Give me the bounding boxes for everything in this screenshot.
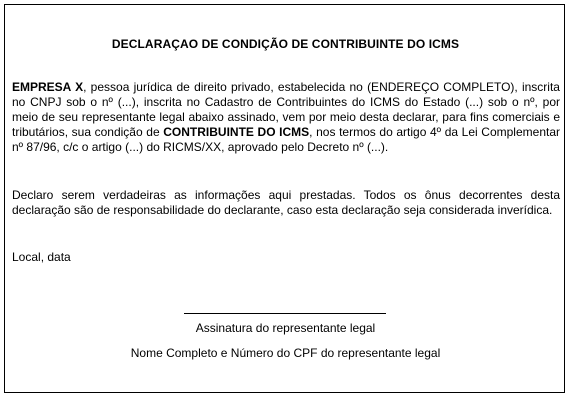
company-name: EMPRESA X bbox=[12, 80, 84, 94]
declaration-text-b: , nos termos do artigo 4º da Lei Complementar nº 87/96, c/c o artigo (...) do RICMS/XX, aprovado pelo Decreto nº (...). bbox=[12, 125, 560, 154]
local-date: Local, data bbox=[12, 250, 71, 264]
signature-line bbox=[184, 313, 386, 314]
signer-info: Nome Completo e Número do CPF do representante legal bbox=[130, 346, 441, 360]
document-title: DECLARAÇAO DE CONDIÇÃO DE CONTRIBUINTE DO ICMS bbox=[111, 37, 460, 51]
declaration-paragraph bbox=[12, 80, 560, 155]
contributor-condition: CONTRIBUINTE DO ICMS bbox=[163, 125, 310, 139]
document-frame bbox=[4, 4, 565, 393]
truthfulness-paragraph: Declaro serem verdadeiras as informações aqui prestadas. Todos os ônus decorrentes desta declaração são de responsabilidade do declarante, caso esta declaração seja considerada inverídica. bbox=[12, 188, 560, 217]
signature-label: Assinatura do representante legal bbox=[195, 321, 376, 335]
declaration-text-a: , pessoa jurídica de direito privado, estabelecida no (ENDEREÇO COMPLETO), inscrita no CNPJ sob o nº (...), inscrita no Cadastro de Contribuintes do ICMS do Estado (...) sob o nº, por meio de seu representante legal abaixo assinado, vem por meio desta declarar, para fins comerciais e tributários, sua condição de bbox=[12, 80, 560, 139]
